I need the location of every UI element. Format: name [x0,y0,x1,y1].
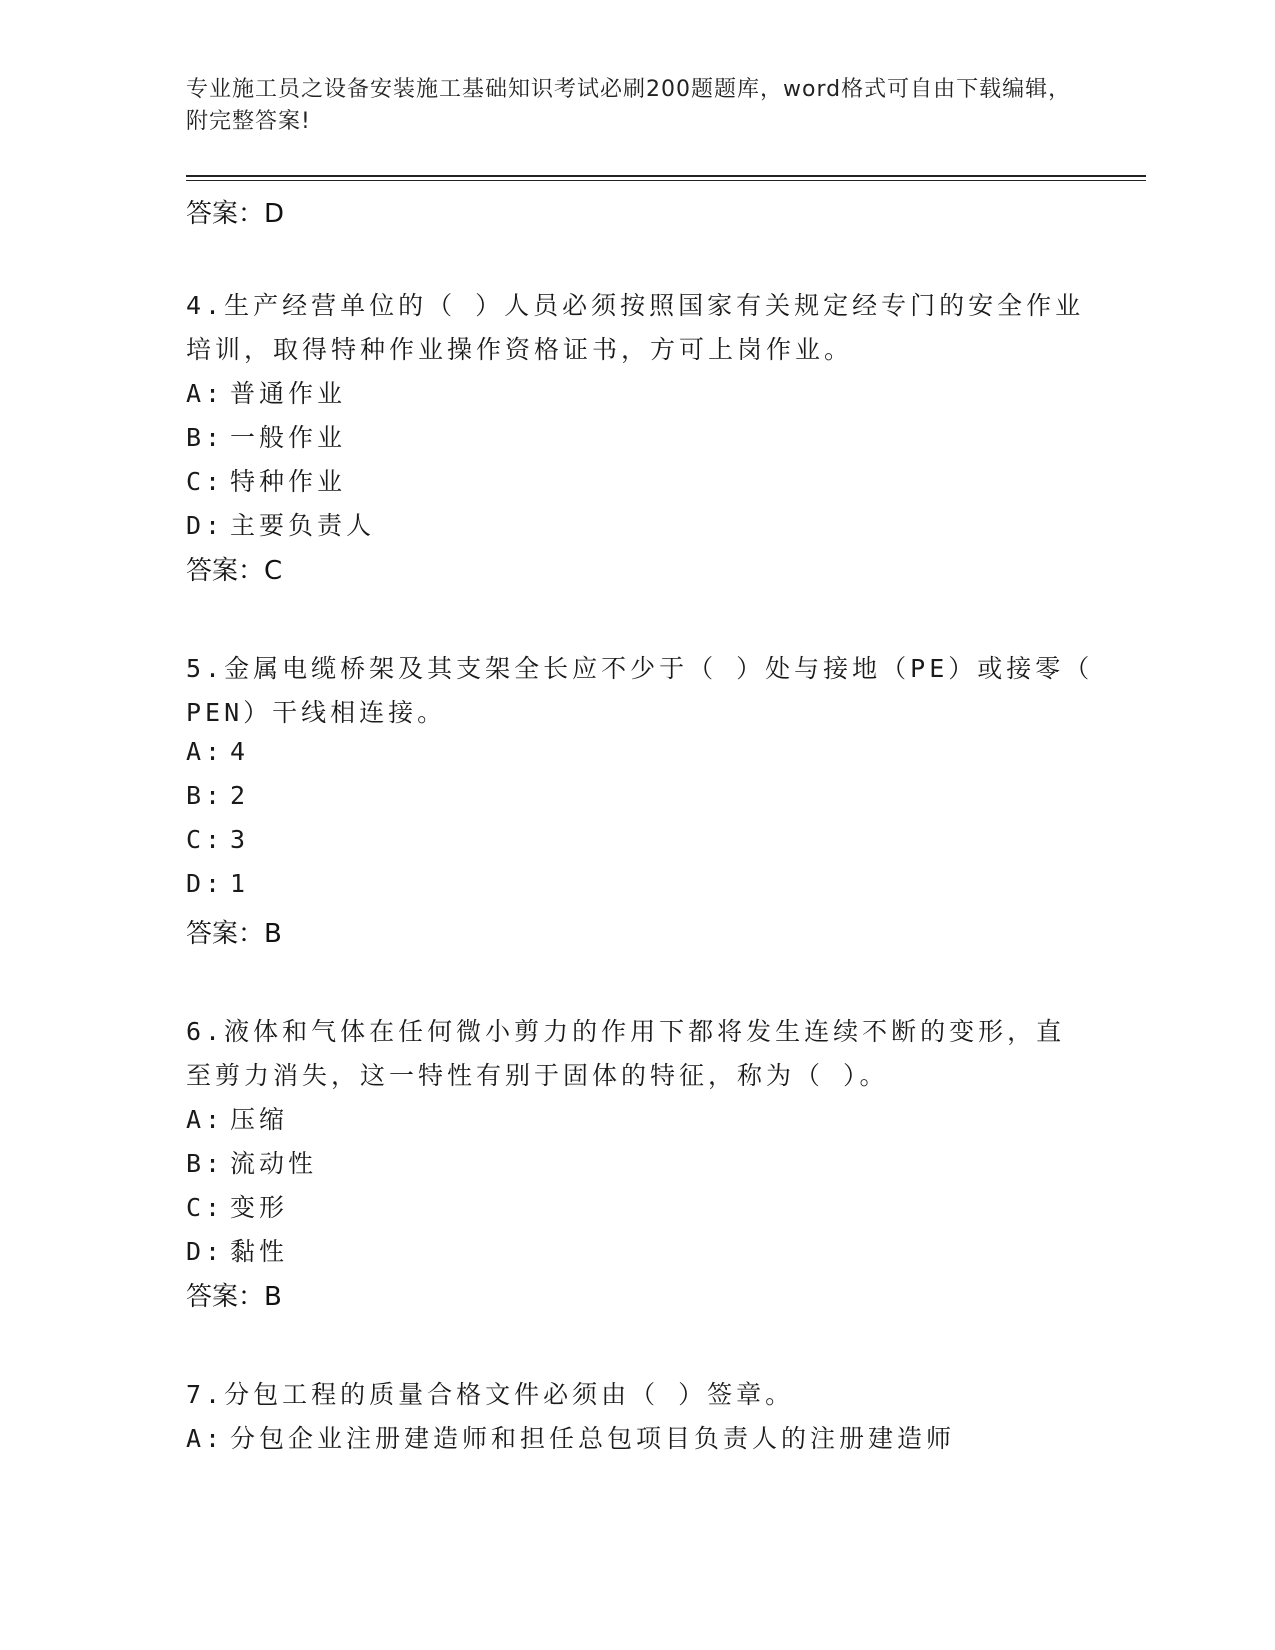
option-letter: A: [186,737,225,766]
document-header: 专业施工员之设备安装施工基础知识考试必刷200题题库，word格式可自由下载编辑，附完整答案! [186,77,1072,134]
header-rule-thin [186,180,1146,181]
header-rule-thick [186,175,1146,177]
option-b [186,781,249,810]
question-stem-line: 4.生产经营单位的（ ）人员必须按照国家有关规定经专门的安全作业 [186,291,1085,320]
option-b [186,418,346,454]
option-text: 压缩 [230,1105,289,1134]
option-b [186,1144,317,1180]
option-letter: A: [186,1424,225,1453]
option-text: 4 [230,737,250,766]
option-letter: B: [186,781,225,810]
answer: 答案：B [186,1282,282,1312]
option-a [186,1419,955,1455]
question-stem-line: PEN）干线相连接。 [186,698,447,727]
option-letter: D: [186,1237,225,1266]
question-stem-line: 培训，取得特种作业操作资格证书，方可上岗作业。 [186,335,854,364]
option-text: 2 [230,781,250,810]
option-letter: D: [186,869,225,898]
option-letter: A: [186,379,225,408]
answer: 答案：C [186,556,283,586]
question-stem-line: 7.分包工程的质量合格文件必须由（ ）签章。 [186,1380,795,1409]
option-text: 特种作业 [230,467,347,496]
option-text: 黏性 [230,1237,289,1266]
option-c [186,1188,288,1224]
option-letter: B: [186,1149,225,1178]
option-text: 流动性 [230,1149,318,1178]
answer-previous: 答案：D [186,199,285,229]
option-letter: C: [186,1193,225,1222]
option-text: 1 [230,869,250,898]
option-text: 变形 [230,1193,289,1222]
option-text: 主要负责人 [230,511,376,540]
question-stem-line: 至剪力消失，这一特性有别于固体的特征，称为（ ）。 [186,1061,889,1090]
option-text: 分包企业注册建造师和担任总包项目负责人的注册建造师 [230,1424,956,1453]
answer: 答案：B [186,919,282,949]
option-d [186,506,375,542]
option-c [186,825,249,854]
option-a [186,1100,288,1136]
option-text: 一般作业 [230,423,347,452]
option-letter: C: [186,825,225,854]
option-c [186,462,346,498]
option-letter: C: [186,467,225,496]
question-stem-line: 6.液体和气体在任何微小剪力的作用下都将发生连续不断的变形，直 [186,1017,1066,1046]
option-letter: D: [186,511,225,540]
option-d [186,869,249,898]
option-letter: B: [186,423,225,452]
option-a [186,374,346,410]
question-stem-line: 5.金属电缆桥架及其支架全长应不少于（ ）处与接地（PE）或接零（ [186,654,1094,683]
option-a [186,737,249,766]
option-d [186,1232,288,1268]
option-text: 普通作业 [230,379,347,408]
option-text: 3 [230,825,250,854]
option-letter: A: [186,1105,225,1134]
